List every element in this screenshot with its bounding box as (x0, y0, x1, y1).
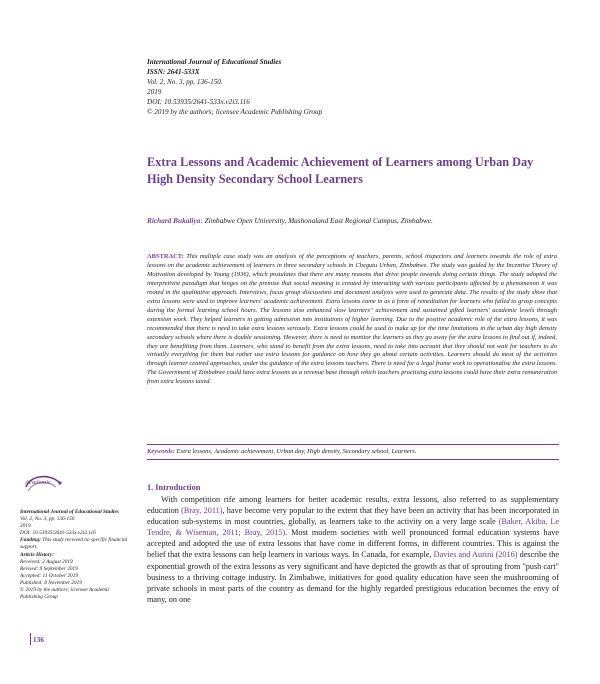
citation-bray-2011[interactable]: (Bray, 2011) (181, 506, 223, 516)
doi: DOI: 10.53935/2641-533x.v2i3.116 (147, 98, 250, 107)
intro-text-2: , have become very popular to the extent that they have been an activity that has been incorporated in education sub-systems in most countries, globally, as learners take to the activity on a very large scale (147, 506, 559, 527)
abstract (147, 253, 557, 387)
accepted-date: Accepted: 11 October 2019 (20, 572, 78, 579)
sidebar-journal: International Journal of Educational Studies (20, 509, 119, 515)
funding-text: This study received no specific financial support. (20, 537, 128, 551)
keywords (147, 447, 557, 456)
article-info-sidebar (20, 509, 130, 601)
sidebar-year: 2019 (20, 523, 31, 530)
citation-baker-2011[interactable]: (Baker, Akiba, Le Tendre, & Wiseman, 2011; Bray, 2015) (147, 517, 559, 538)
logo-text: Academic (25, 479, 51, 486)
funding-label: Funding: (20, 537, 41, 544)
author-line (147, 216, 567, 225)
year: 2019 (147, 88, 162, 97)
copyright: © 2019 by the authors; licensee Academic Publishing Group (147, 108, 323, 117)
author-name: Richard Bukaliya (147, 216, 201, 225)
keywords-text: Extra lessons, Academic achievement, Urban day, High density, Secondary school, Learners. (174, 448, 417, 455)
intro-text-3: . Most modern societies with well pronounced formal education systems have accepted and adopted the use of extra lessons that have come in different forms, in different countries. This is against the belief that the extra lessons can help learners in various ways. In Canada, for example, (147, 528, 559, 560)
keywords-rule-top (147, 444, 559, 445)
abstract-text: This multiple case study was an analysis of the perceptions of teachers, parents, school inspectors and learners towards the role of extra lessons on the academic achievement of learners in three secondary schools in Chegutu Urban, Zimbabwe. The study was guided by the Incentive Theory of Motivation developed by Young (1936), which postulates that there are many reasons that drive people towards doing certain things. The study adopted the interpretivist paradigm that hinges on the premise that social meaning is created by interacting with various participants affected by a phenomenon it was rooted in the qualitative approach. Interviews, focus group discussions and document analysis were used to generate data. The results of the study show that extra lessons were used to improve learners' academic achievement. Extra lessons came in as a form of remediation for learners who failed to grasp concepts during the formal learning school hours. The lessons also enhanced slow learners'' achievement and sustained gifted learners' academic levels through extension work. They helped learners in getting admission into institutions of higher learning. Due to the positive academic role of the extra lessons, it was recommended that there is need to take extra lessons seriously. Extra lessons could be used to make up for the time limitations in the urban day high density secondary schools where there is double sessioning. However, there is need to monitor the learners as they go away for the extra lessons to find out if, indeed, they are benefitting from them. Learners, who stand to benefit from the extra lessons, need to take into account that they should not wait for teachers to do virtually everything for them but rather use extra lessons for guidance on how they go about certain activities. Learners should do most of the activities through learner centred approaches, under the guidance of the extra lessons teachers. There is need for a legal frame work to operationalise the extra lessons. The Government of Zimbabwe could have extra lessons as a revenue base through which teachers practising extra lessons could have their extra remuneration from extra lessons taxed. (147, 253, 557, 386)
history-label: Article History: (20, 551, 54, 558)
volume-info: Vol. 2, No. 3, pp. 136-150. (147, 78, 223, 87)
intro-text-4: describe the exponential growth of the extra lessons as very significant and have depicted the growth as that of sprouting from "push cart" business to a thriving cottage industry. In Zimbabwe, initiatives for good quality education have seen the mushrooming of private schools in most parts of the country as demand for the highly regarded prestigious education becomes the envy of many, on one (147, 550, 560, 604)
sidebar-doi: DOI: 10.53935/2641-533x.v2i3.116 (20, 530, 96, 537)
published-date: Published: 8 November 2019 (20, 579, 82, 586)
keywords-rule-bottom (147, 459, 559, 460)
page-number: 136 (33, 635, 44, 644)
author-affiliation: : Zimbabwe Open University, Mashonaland East Regional Campus, Zimbabwe. (200, 216, 433, 225)
section-heading: 1. Introduction (147, 483, 201, 492)
citation-davies-aurini[interactable]: Davies and Aurini (2016) (433, 550, 518, 560)
journal-header (147, 57, 467, 118)
intro-text-1: With competition rife among learners for better academic results, extra lessons, also referred to as supplementary education (147, 495, 559, 516)
revised-date: Revised: 9 September 2019 (20, 565, 78, 572)
paper-title: Extra Lessons and Academic Achievement of Learners among Urban Day High Density Secondary School Learners (147, 155, 534, 186)
received-date: Received: 2 August 2019 (20, 558, 73, 565)
academic-logo-icon (20, 471, 70, 505)
keywords-label: Keywords: (147, 448, 175, 455)
sidebar-volume: Vol. 2, No. 3, pp. 136-150 (20, 516, 75, 523)
issn: ISSN: 2641-533X (147, 68, 200, 77)
abstract-label: ABSTRACT: (147, 253, 184, 260)
journal-name: International Journal of Educational Studies (147, 58, 282, 66)
sidebar-funding (20, 537, 130, 551)
introduction-paragraph (147, 494, 559, 605)
sidebar-copyright: © 2019 by the authors; licensee Academic Publishing Group (20, 587, 110, 601)
page-number-bar (30, 633, 31, 645)
